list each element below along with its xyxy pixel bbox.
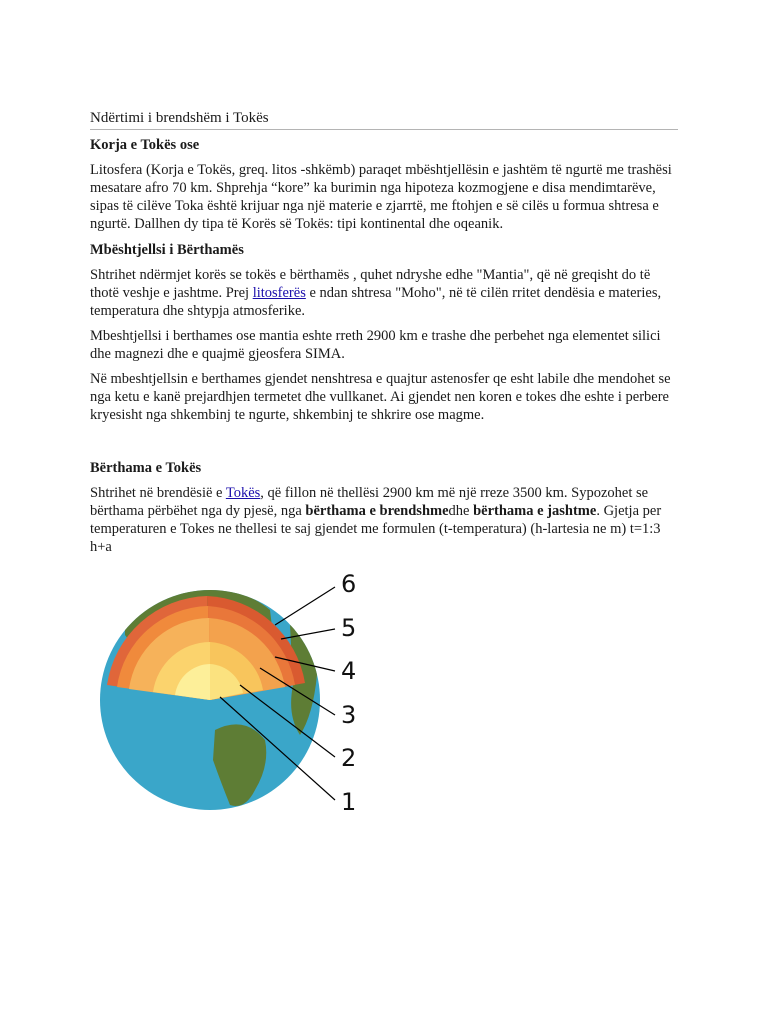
label-3: 3 xyxy=(341,701,357,729)
bold-outer-core: bërthama e jashtme xyxy=(473,503,597,519)
paragraph-mantle-2: Mbeshtjellsi i berthames ose mantia eshte rreth 2900 km e trashe dhe perbehet nga elementet silici dhe magnezi dhe e quajmë gjeosfera SIMA. xyxy=(90,328,661,362)
paragraph-mantle-1 xyxy=(90,266,678,320)
paragraph-mantle-3: Në mbeshtjellsin e berthames gjendet nenshtresa e quajtur astenosfer qe esht labile dhe mendohet se nga ketu e kanë prejardhjen termetet dhe vullkanet. Ai gjendet nen koren e tokes dhe eshte i perbere kryesisht nga shkembinj te ngurte, shkembinj te shkrire ose magme. xyxy=(90,371,671,423)
bold-inner-core: bërthama e brendshme xyxy=(305,503,449,519)
document-page xyxy=(90,108,678,563)
text-segment: dhe xyxy=(448,503,474,519)
text-segment: . Gjetja per temperaturen e Tokes ne thellesi te saj gjendet me formulen (t-temperatura) (h-lartesia ne m) t=1:3 h+a xyxy=(90,503,662,555)
layer-labels xyxy=(341,570,356,816)
text-segment: , që fillon në thellësi 2900 km më një rreze 3500 km. Sypozohet se bërthama përbëhet nga dy pjesë, nga xyxy=(90,485,649,519)
link-tokes[interactable]: Tokës xyxy=(225,485,261,501)
label-4: 4 xyxy=(341,657,357,685)
label-1: 1 xyxy=(341,788,357,816)
heading-crust: Korja e Tokës ose xyxy=(90,137,200,153)
spacer xyxy=(90,431,678,453)
text-segment: Shtrihet ndërmjet korës se tokës e bërthamës , quhet ndryshe edhe "Mantia", që në greqisht do të thotë veshje e jashtme. Prej xyxy=(90,267,651,301)
text-segment: Shtrihet në brendësië e xyxy=(90,485,226,501)
earth-cutaway-diagram xyxy=(95,565,375,820)
text-segment: e ndan shtresa "Moho", në të cilën rritet dendësia e materies, temperatura dhe shtypja atmosferike. xyxy=(90,285,662,319)
link-litosferes[interactable]: litosferës xyxy=(252,285,306,301)
paragraph-crust: Litosfera (Korja e Tokës, greq. litos -shkëmb) paraqet mbështjellësin e jashtëm të ngurtë me trashësi mesatare afro 70 km. Shprehja “kore” ka burimin nga hipoteza kozmogjene e disa mendimtarëve, sipas të cilëve Toka është krijuar nga një materie e zjarrtë, me ftohjen e së cilës u formua shtresa e ngurtë. Dallhen dy tipa të Korës së Tokës: tipi kontinental dhe oqeanik. xyxy=(90,162,672,232)
label-2: 2 xyxy=(341,744,357,772)
leader-6 xyxy=(275,587,335,625)
paragraph-core xyxy=(90,484,678,556)
heading-mantle: Mbështjellsi i Bërthamës xyxy=(90,242,244,258)
document-title: Ndërtimi i brendshëm i Tokës xyxy=(90,108,678,130)
earth-layers-figure xyxy=(95,565,375,820)
label-5: 5 xyxy=(341,614,357,642)
label-6: 6 xyxy=(341,570,357,598)
heading-core: Bërthama e Tokës xyxy=(90,460,202,476)
